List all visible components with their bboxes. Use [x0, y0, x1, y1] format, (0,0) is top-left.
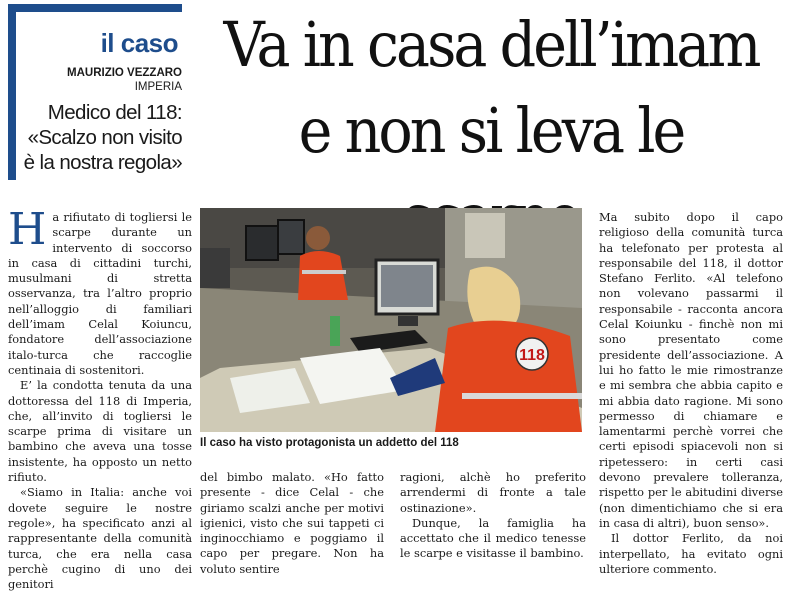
- vest-emblem: 118: [519, 347, 545, 364]
- header-top-bar: [8, 4, 182, 12]
- section-kicker: il caso: [100, 28, 178, 58]
- drop-cap: H: [8, 204, 47, 255]
- article-column-2: [200, 470, 384, 577]
- dateline-place: IMPERIA: [134, 81, 182, 93]
- headline-line: Va in casa dell’imam: [223, 8, 759, 81]
- article-column-1: [8, 204, 192, 592]
- photo-caption: Il caso ha visto protagonista un addetto del 118: [200, 437, 459, 449]
- author-name: MAURIZIO VEZZARO: [67, 67, 182, 79]
- subhead-line: Medico del 118:: [47, 101, 182, 124]
- subhead-line: «Scalzo non visito: [27, 126, 182, 149]
- article-paragraph: «Siamo in Italia: anche voi dovete seguire le nostre regole», ha specificato anzi al rappresentante della comunità turca, che era nella casa perchè cugino di uno dei genitori: [8, 485, 192, 592]
- article-paragraph: del bimbo malato. «Ho fatto presente - dice Celal - che giriamo scalzi anche per motivi igienici, visto che sui tappeti ci inginocchiamo e poggiamo il capo per pregare. Non ha voluto sentire: [200, 470, 384, 576]
- header-side-bar: [8, 4, 16, 180]
- subhead-line: è la nostra regola»: [23, 151, 182, 174]
- article-paragraph: ragioni, alchè ho preferito arrendermi di fronte a tale ostinazione».: [400, 470, 586, 515]
- news-photo: [200, 208, 582, 432]
- subheadline: [22, 100, 182, 175]
- article-paragraph: a rifiutato di togliersi le scarpe durante un intervento di soccorso in casa di cittadini turchi, musulmani di stretta osservanza, tra l’altro proprio nell’alloggio di familiari dell’imam Celal Koiuncu, fondatore dell’associazione italo-turca che raccoglie centinaia di sostenitori.: [8, 210, 192, 377]
- article-column-3: [400, 470, 586, 562]
- article-paragraph: Il dottor Ferlito, da noi interpellato, ha evitato ogni ulteriore commento.: [599, 531, 783, 576]
- headline-line: e non si leva le: [298, 94, 684, 167]
- article-paragraph: Dunque, la famiglia ha accettato che il medico tenesse le scarpe e visitasse il bambino.: [400, 515, 586, 561]
- article-paragraph: Ma subito dopo il capo religioso della comunità turca ha telefonato per protesta al responsabile del 118, il dottor Stefano Ferlito. «Al telefono non volevano passarmi il responsabile - racconta ancora Celal Koiunku - finchè non mi sono presentato come presidente dell’associazione. A lui ho fatto le mie rimostranze e mi sembra che abbia capito e mi abbia dato ragione. Mi sono permesso di chiamare e lamentarmi perchè vorrei che certi episodi spiacevoli non si ripetessero: in certi casi devono prevalere tolleranza, rispetto per le abitudini diverse (non dimentichiamo che si era in casa di altri), buon senso».: [599, 210, 783, 530]
- article-paragraph: E’ la condotta tenuta da una dottoressa del 118 di Imperia, che, all’invito di togliersi le scarpe prima di visitare un bambino che aveva una tosse insistente, ha opposto un netto rifiuto.: [8, 378, 192, 485]
- article-column-4: [599, 210, 783, 577]
